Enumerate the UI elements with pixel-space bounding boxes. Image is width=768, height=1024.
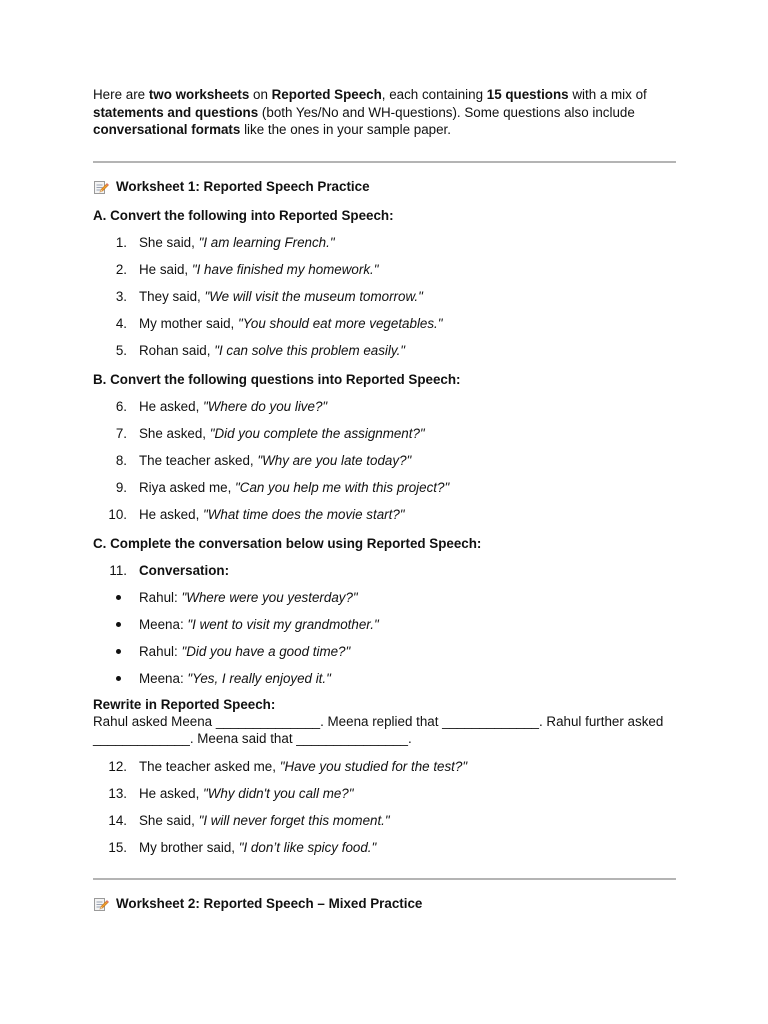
bullet-icon <box>93 589 139 606</box>
item-quote: "I have finished my homework." <box>191 261 379 277</box>
intro-text: with a mix of <box>568 87 647 102</box>
intro-bold: conversational formats <box>93 122 241 137</box>
item-lead: Rohan said, <box>139 342 215 358</box>
intro-bold: two worksheets <box>148 87 250 102</box>
item-text <box>139 479 449 496</box>
item-text <box>139 839 376 856</box>
item-lead: He said, <box>139 261 192 277</box>
item-number: 10. <box>108 506 127 522</box>
item-number: 8. <box>115 452 127 468</box>
line-quote: "I went to visit my grandmother." <box>187 616 379 632</box>
section-a-list <box>93 234 676 359</box>
item-text <box>139 261 378 278</box>
intro-bold: 15 questions <box>486 87 569 102</box>
worksheet1-heading <box>93 179 676 195</box>
list-item <box>93 452 676 469</box>
item-number: 7. <box>115 425 127 441</box>
list-item <box>93 425 676 442</box>
worksheet2-heading <box>93 896 676 912</box>
item-number: 5. <box>115 342 127 358</box>
intro-text: (both Yes/No and WH-questions). Some questions also include <box>258 104 635 120</box>
conversation-line <box>93 616 676 633</box>
bullet-icon <box>93 643 139 660</box>
conversation-label: Conversation: <box>139 562 230 578</box>
list-item <box>93 506 676 523</box>
speaker: Rahul: <box>139 643 182 659</box>
divider <box>93 161 676 163</box>
item-quote: "Why didn't you call me?" <box>203 785 354 801</box>
item-number: 3. <box>115 288 127 304</box>
item-quote: "Have you studied for the test?" <box>279 758 468 774</box>
item-quote: "I don’t like spicy food." <box>238 839 377 855</box>
conversation-line <box>93 643 676 660</box>
item-number: 1. <box>115 234 127 250</box>
speaker: Meena: <box>139 670 188 686</box>
item-lead: He asked, <box>139 506 204 522</box>
item-text <box>139 812 390 829</box>
item-quote: "Why are you late today?" <box>257 452 412 468</box>
item-text <box>139 315 443 332</box>
line-text <box>139 670 331 687</box>
conversation-line <box>93 670 676 687</box>
document-page <box>93 86 676 912</box>
item-number: 2. <box>115 261 127 277</box>
intro-text: Here are <box>93 87 149 102</box>
rewrite-paragraph: Rahul asked Meena ______________. Meena replied that _____________. Rahul further asked _____________. Meena said that _______________. <box>93 713 664 746</box>
memo-pencil-icon <box>93 896 109 912</box>
item-quote: "I will never forget this moment." <box>198 812 390 828</box>
list-item <box>93 562 676 579</box>
item-number: 6. <box>115 398 127 414</box>
item-quote: "Can you help me with this project?" <box>235 479 450 495</box>
item-lead: The teacher asked, <box>139 452 258 468</box>
bullet-icon <box>93 616 139 633</box>
item-text <box>139 785 354 802</box>
intro-bold: statements and questions <box>93 104 259 120</box>
section-c-more-list <box>93 758 676 856</box>
list-item <box>93 398 676 415</box>
item-text <box>139 288 423 305</box>
item-lead: She said, <box>139 812 199 828</box>
list-item <box>93 315 676 332</box>
item-text <box>139 758 467 775</box>
item-quote: "Where do you live?" <box>203 398 328 414</box>
item-number: 15. <box>108 839 127 855</box>
divider <box>93 878 676 880</box>
line-text <box>139 589 358 606</box>
section-c-list <box>93 562 676 579</box>
section-a-heading: A. Convert the following into Reported Speech: <box>93 207 394 223</box>
item-quote: "You should eat more vegetables." <box>237 315 443 331</box>
intro-text: , each containing <box>381 87 487 102</box>
list-item <box>93 785 676 802</box>
list-item <box>93 812 676 829</box>
item-lead: My mother said, <box>139 315 238 331</box>
item-number: 12. <box>108 758 127 774</box>
list-item <box>93 288 676 305</box>
item-lead: She asked, <box>139 425 210 441</box>
worksheet1-title: Worksheet 1: Reported Speech Practice <box>116 179 370 194</box>
item-quote: "I can solve this problem easily." <box>214 342 406 358</box>
intro-text: on <box>249 87 272 102</box>
list-item <box>93 261 676 278</box>
speaker: Rahul: <box>139 589 182 605</box>
line-quote: "Did you have a good time?" <box>181 643 351 659</box>
item-lead: Riya asked me, <box>139 479 236 495</box>
line-text <box>139 643 350 660</box>
rewrite-heading: Rewrite in Reported Speech: <box>93 696 276 712</box>
line-text <box>139 616 379 633</box>
speaker: Meena: <box>139 616 188 632</box>
list-item <box>93 839 676 856</box>
section-c-heading: C. Complete the conversation below using Reported Speech: <box>93 535 482 551</box>
item-number: 4. <box>115 315 127 331</box>
item-number: 11. <box>109 562 127 578</box>
item-number: 14. <box>108 812 127 828</box>
list-item <box>93 342 676 359</box>
item-text <box>139 452 411 469</box>
item-number: 13. <box>108 785 127 801</box>
list-item <box>93 758 676 775</box>
section-b-list <box>93 398 676 523</box>
item-lead: He asked, <box>139 785 204 801</box>
item-text <box>139 234 335 251</box>
bullet-icon <box>93 670 139 687</box>
conversation-line <box>93 589 676 606</box>
item-lead: My brother said, <box>139 839 239 855</box>
item-text <box>139 342 405 359</box>
intro-paragraph <box>93 86 676 139</box>
line-quote: "Yes, I really enjoyed it." <box>187 670 331 686</box>
intro-text: like the ones in your sample paper. <box>240 122 451 137</box>
item-quote: "Did you complete the assignment?" <box>209 425 425 441</box>
item-quote: "I am learning French." <box>198 234 335 250</box>
item-text <box>139 425 425 442</box>
list-item <box>93 479 676 496</box>
list-item <box>93 234 676 251</box>
item-text <box>139 398 327 415</box>
memo-pencil-icon <box>93 179 109 195</box>
section-b-heading: B. Convert the following questions into Reported Speech: <box>93 371 461 387</box>
line-quote: "Where were you yesterday?" <box>181 589 358 605</box>
item-lead: They said, <box>139 288 205 304</box>
item-quote: "We will visit the museum tomorrow." <box>204 288 423 304</box>
item-lead: He asked, <box>139 398 204 414</box>
item-number: 9. <box>115 479 127 495</box>
intro-bold: Reported Speech <box>271 87 382 102</box>
item-lead: She said, <box>139 234 199 250</box>
item-lead: The teacher asked me, <box>139 758 280 774</box>
item-quote: "What time does the movie start?" <box>203 506 405 522</box>
item-text <box>139 506 405 523</box>
conversation-list <box>93 589 676 687</box>
worksheet2-title: Worksheet 2: Reported Speech – Mixed Practice <box>116 896 423 911</box>
